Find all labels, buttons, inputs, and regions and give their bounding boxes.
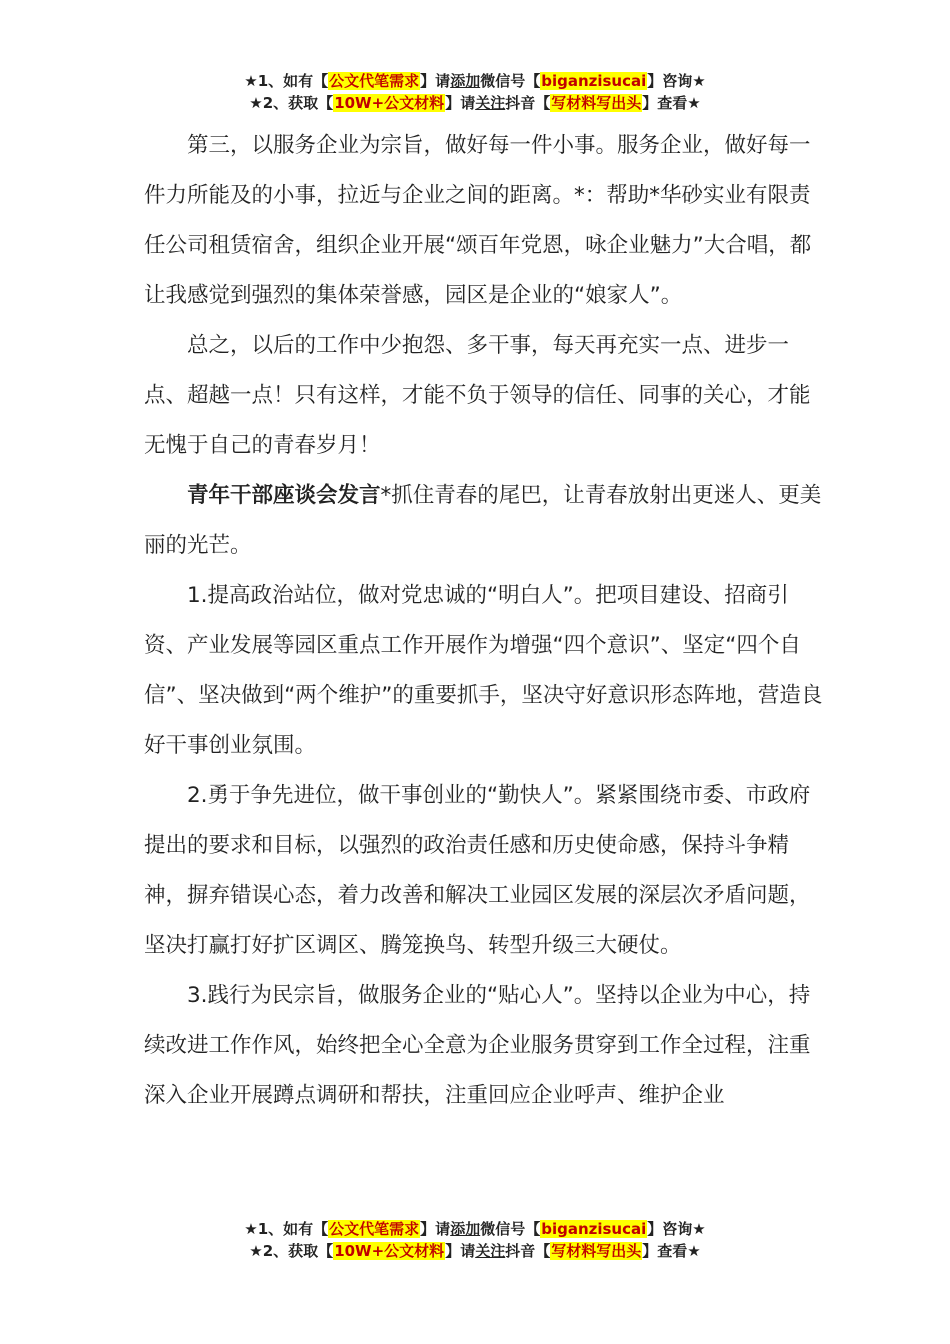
banner-text: 1、如有【 <box>257 72 329 90</box>
star-icon: ★ <box>249 1242 263 1260</box>
paragraph-2: 总之，以后的工作中少抱怨、多干事，每天再充实一点、进步一点、超越一点！只有这样，才能不负于领导的信任、同事的关心，才能无愧于自己的青春岁月！ <box>144 333 811 458</box>
banner-douyin-id: 写材料写出头 <box>551 94 642 112</box>
banner-underlined: 添加 <box>450 72 481 90</box>
banner-wechat-id: biganzisucai <box>541 1220 647 1238</box>
banner-text: 】请 <box>420 1220 451 1238</box>
banner-text: 微信号【 <box>480 1220 541 1238</box>
banner-highlight: 10W+公文材料 <box>334 94 445 112</box>
banner-text: 2、获取【 <box>262 94 334 112</box>
paragraph-4: 1.提高政治站位，做对党忠诚的“明白人”。把项目建设、招商引资、产业发展等园区重点工作开展作为增强“四个意识”、坚定“四个自信”、坚决做到“两个维护”的重要抓手，坚决守好意识形态阵地，营造良好干事创业氛围。 <box>144 583 823 758</box>
banner-text: 】请 <box>445 94 476 112</box>
paragraph-1: 第三，以服务企业为宗旨，做好每一件小事。服务企业，做好每一件力所能及的小事，拉近与企业之间的距离。*：帮助*华砂实业有限责任公司租赁宿舍，组织企业开展“颂百年党恩，咏企业魅力”大合唱，都让我感觉到强烈的集体荣誉感，园区是企业的“娘家人”。 <box>144 133 812 308</box>
banner-underlined: 关注 <box>475 1242 506 1260</box>
banner-underlined: 添加 <box>450 1220 481 1238</box>
document-body <box>144 121 824 1121</box>
banner-line-1 <box>0 1218 950 1240</box>
banner-highlight: 公文代笔需求 <box>329 1220 420 1238</box>
banner-highlight: 10W+公文材料 <box>334 1242 445 1260</box>
banner-text: 】请 <box>445 1242 476 1260</box>
banner-douyin-id: 写材料写出头 <box>551 1242 642 1260</box>
banner-text: 抖音【 <box>505 1242 551 1260</box>
star-icon: ★ <box>244 1220 258 1238</box>
footer-banner <box>0 1218 950 1262</box>
paragraph-6: 3.践行为民宗旨，做服务企业的“贴心人”。坚持以企业为中心，持续改进工作作风，始终把全心全意为企业服务贯穿到工作全过程，注重深入企业开展蹲点调研和帮扶，注重回应企业呼声、维护企业 <box>144 983 811 1108</box>
banner-text: 1、如有【 <box>257 1220 329 1238</box>
banner-highlight: 公文代笔需求 <box>329 72 420 90</box>
star-icon: ★ <box>244 72 258 90</box>
banner-text: 】查看★ <box>642 1242 701 1260</box>
banner-text: 】查看★ <box>642 94 701 112</box>
banner-line-2 <box>0 1240 950 1262</box>
paragraph-3 <box>144 471 824 571</box>
banner-text: 】咨询★ <box>647 1220 706 1238</box>
banner-text: 】咨询★ <box>647 72 706 90</box>
paragraph-5: 2.勇于争先进位，做干事创业的“勤快人”。紧紧围绕市委、市政府提出的要求和目标，以强烈的政治责任感和历史使命感，保持斗争精神，摒弃错误心态，着力改善和解决工业园区发展的深层次矛盾问题，坚决打赢打好扩区调区、腾笼换鸟、转型升级三大硬仗。 <box>144 783 811 958</box>
paragraph-3-heading: 青年干部座谈会发言 <box>187 483 381 508</box>
banner-underlined: 关注 <box>475 94 506 112</box>
banner-text: 】请 <box>420 72 451 90</box>
banner-line-2 <box>0 92 950 114</box>
star-icon: ★ <box>249 94 263 112</box>
paragraph-3-text: *抓住青春的尾巴，让青春放射出更迷人、更美丽的光芒。 <box>144 483 822 558</box>
banner-wechat-id: biganzisucai <box>541 72 647 90</box>
banner-text: 抖音【 <box>505 94 551 112</box>
banner-line-1 <box>0 70 950 92</box>
header-banner <box>0 70 950 114</box>
banner-text: 微信号【 <box>480 72 541 90</box>
banner-text: 2、获取【 <box>262 1242 334 1260</box>
